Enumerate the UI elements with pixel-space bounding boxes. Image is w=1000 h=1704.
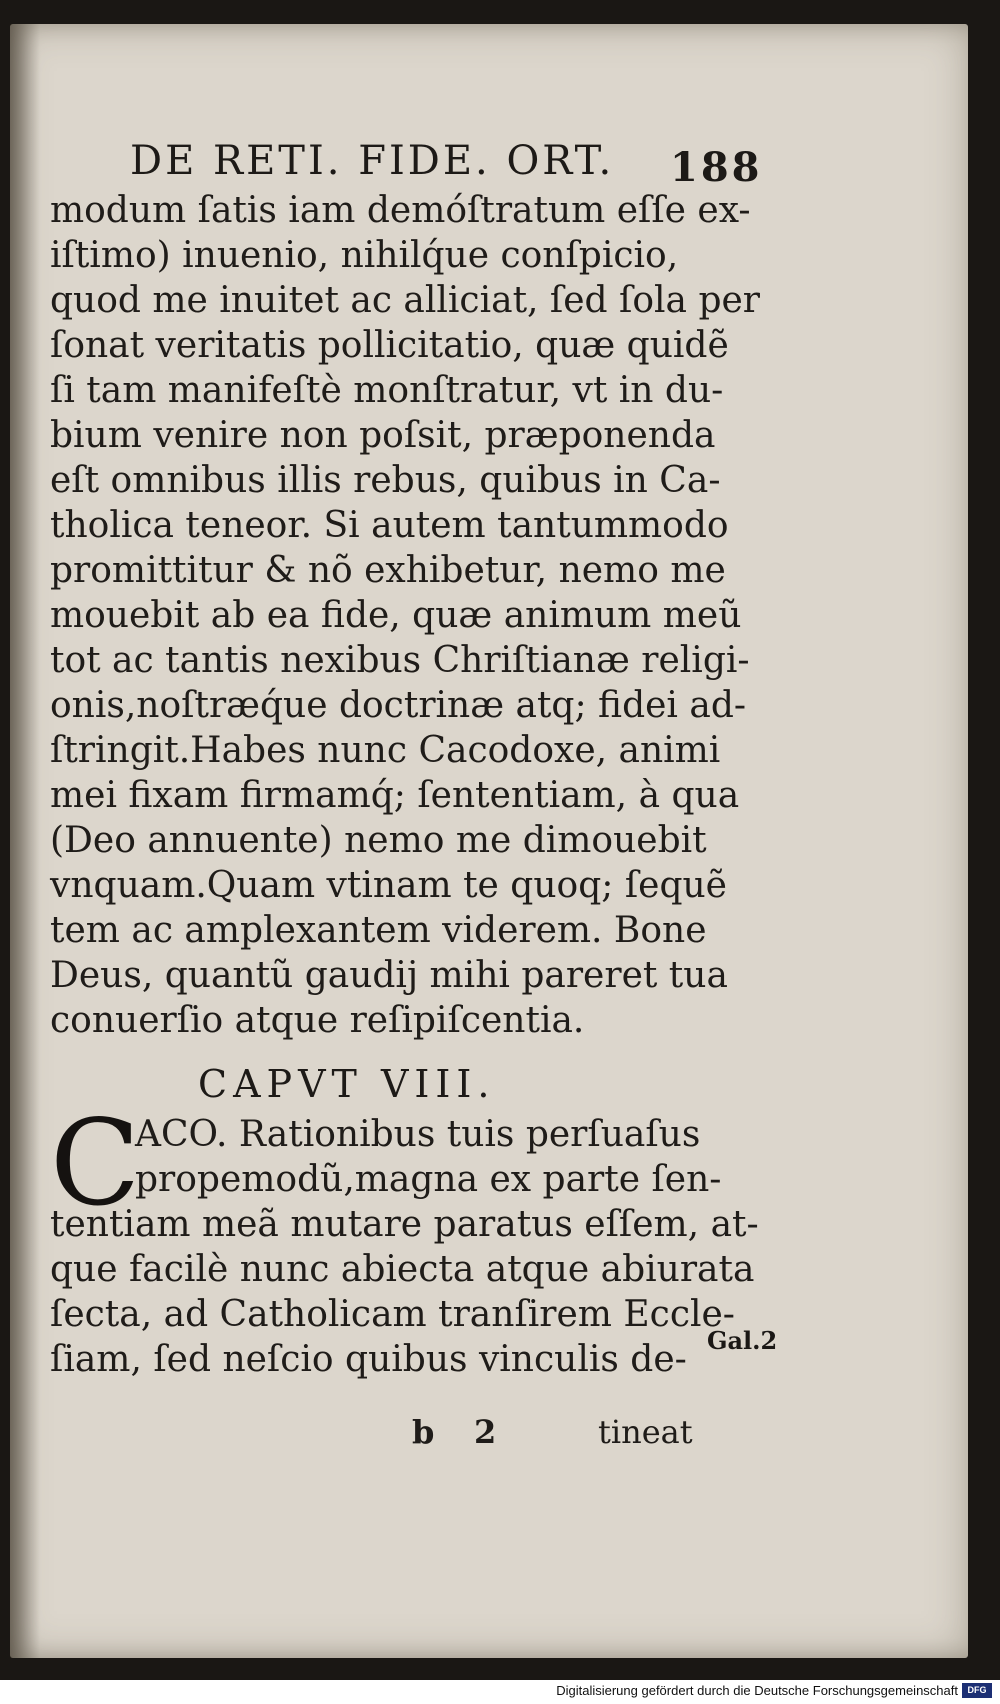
drop-cap: C	[50, 1094, 141, 1232]
text-line: tot ac tantis nexibus Chriſtianæ religi-	[50, 640, 750, 681]
text-line: ſtringit.Habes nunc Cacodoxe, animi	[50, 730, 721, 771]
text-line: bium venire non poſsit, præponenda	[50, 415, 716, 456]
footer-bar	[0, 1680, 1000, 1704]
text-line: eſt omnibus illis rebus, quibus in Ca-	[50, 460, 721, 501]
page-number: 188	[670, 144, 763, 191]
text-line: conuerſio atque reſipiſcentia.	[50, 1000, 585, 1041]
body-text	[50, 188, 761, 1043]
text-line: iſtimo) inuenio, nihilq́ue conſpicio,	[50, 235, 679, 276]
spine-shadow	[10, 24, 40, 1658]
text-line: ACO. Rationibus tuis perſuaſus	[135, 1114, 701, 1155]
text-line: propemodũ,magna ex parte ſen-	[135, 1159, 722, 1200]
text-line: quod me inuitet ac alliciat, ſed ſola per	[50, 280, 761, 321]
text-line: tem ac amplexantem viderem. Bone	[50, 910, 707, 951]
text-line: mouebit ab ea fide, quæ animum meũ	[50, 595, 742, 636]
text-line: Deus, quantũ gaudij mihi pareret tua	[50, 955, 728, 996]
text-line: promittitur & nõ exhibetur, nemo me	[50, 550, 726, 591]
text-line: ſiam, ſed neſcio quibus vinculis de-	[50, 1339, 687, 1380]
text-line: mei fixam firmamq́; ſententiam, à qua	[50, 775, 740, 816]
text-line: onis,noſtræq́ue doctrinæ atq; fidei ad-	[50, 685, 747, 726]
signature-line	[412, 1413, 712, 1458]
running-title: DE RETI. FIDE. ORT.	[130, 138, 615, 184]
text-line: tentiam meã mutare paratus eſſem, at-	[50, 1204, 759, 1245]
dfg-logo: DFG	[962, 1683, 992, 1698]
text-line: vnquam.Quam vtinam te quoq; ſequẽ	[50, 865, 727, 906]
text-line: tholica teneor. Si autem tantummodo	[50, 505, 729, 546]
text-line: ſi tam manifeſtè monſtratur, vt in du-	[50, 370, 724, 411]
text-line: ſecta, ad Catholicam tranſirem Eccle-	[50, 1294, 735, 1335]
margin-note: Gal.2	[707, 1326, 778, 1355]
text-line: que facilè nunc abiecta atque abiurata	[50, 1249, 755, 1290]
signature-number: 2	[474, 1413, 497, 1451]
text-line: modum ſatis iam demóſtratum eſſe ex-	[50, 190, 751, 231]
catchword: tineat	[598, 1413, 693, 1451]
signature-mark: b	[412, 1413, 435, 1451]
chapter-heading: CAPVT VIII.	[198, 1062, 496, 1106]
digitization-credit: Digitalisierung gefördert durch die Deutsche Forschungsgemeinschaft	[556, 1683, 958, 1698]
text-line: ſonat veritatis pollicitatio, quæ quidẽ	[50, 325, 729, 366]
text-line: (Deo annuente) nemo me dimouebit	[50, 820, 707, 861]
